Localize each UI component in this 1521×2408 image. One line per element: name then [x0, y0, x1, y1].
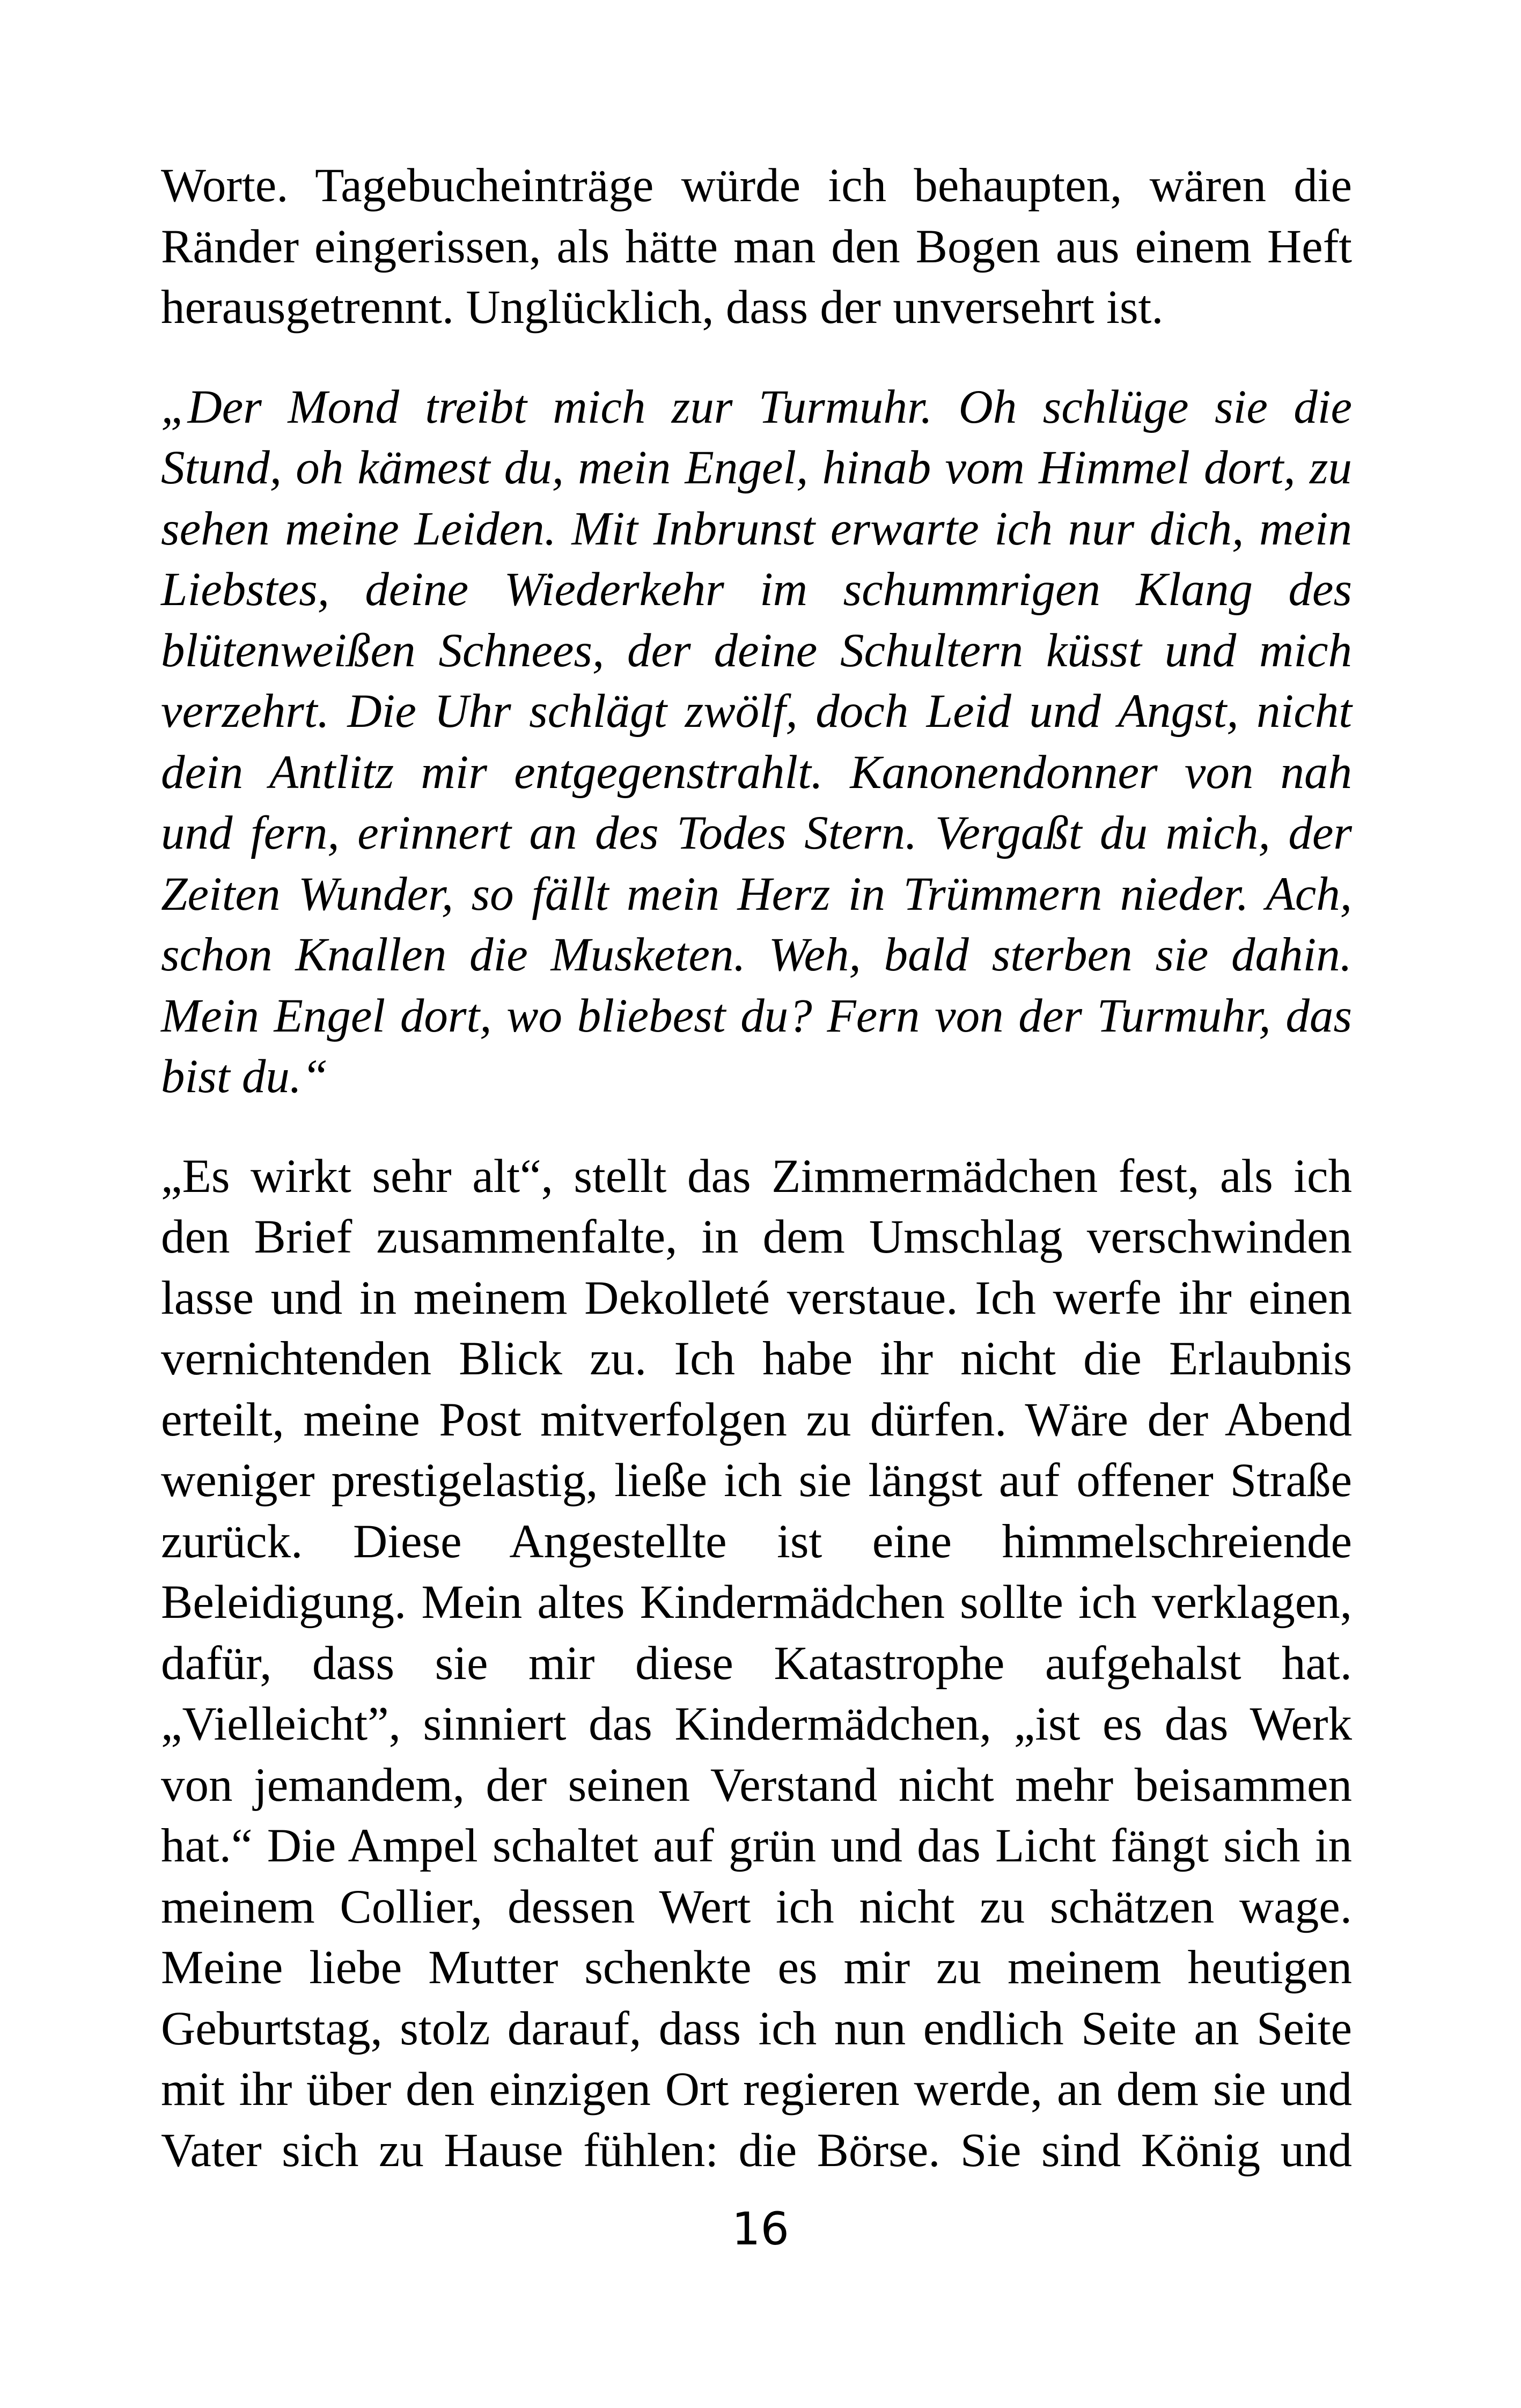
text-line: und fern, erinnert an des Todes Stern. Vergaßt du mich, der	[161, 807, 1352, 859]
text-line: erteilt, meine Post mitverfolgen zu dürfen. Wäre der Abend	[161, 1393, 1352, 1446]
text-line: Liebstes, deine Wiederkehr im schummrigen Klang des	[161, 563, 1352, 616]
text-line: von jemandem, der seinen Verstand nicht mehr beisammen	[161, 1758, 1352, 1811]
text-block	[161, 156, 1352, 2181]
text-line: „Vielleicht”, sinniert das Kindermädchen, „ist es das Werk	[161, 1698, 1352, 1750]
text-line: Beleidigung. Mein altes Kindermädchen sollte ich verklagen,	[161, 1576, 1352, 1629]
letter-quote	[161, 377, 1352, 1108]
text-line: lasse und in meinem Dekolleté verstaue. Ich werfe ihr einen	[161, 1271, 1352, 1324]
text-line: sehen meine Leiden. Mit Inbrunst erwarte ich nur dich, mein	[161, 502, 1352, 555]
text-line: herausgetrennt. Unglücklich, dass der unversehrt ist.	[161, 281, 1164, 334]
text-line: Geburtstag, stolz darauf, dass ich nun endlich Seite an Seite	[161, 2002, 1352, 2055]
text-line: hat.“ Die Ampel schaltet auf grün und das Licht fängt sich in	[161, 1820, 1352, 1872]
text-line: Vater sich zu Hause fühlen: die Börse. Sie sind König und	[161, 2124, 1352, 2177]
text-line: verzehrt. Die Uhr schlägt zwölf, doch Leid und Angst, nicht	[161, 685, 1352, 738]
text-line: den Brief zusammenfalte, in dem Umschlag verschwinden	[161, 1211, 1352, 1263]
page-number: 16	[732, 2203, 789, 2255]
text-line: mit ihr über den einzigen Ort regieren werde, an dem sie und	[161, 2063, 1352, 2116]
text-line: meinem Collier, dessen Wert ich nicht zu schätzen wage.	[161, 1880, 1352, 1933]
text-line: dafür, dass sie mir diese Katastrophe aufgehalst hat.	[161, 1637, 1352, 1690]
paragraph-3	[161, 1146, 1352, 2182]
text-line: Ränder eingerissen, als hätte man den Bogen aus einem Heft	[161, 220, 1352, 273]
text-line: zurück. Diese Angestellte ist eine himmelschreiende	[161, 1515, 1352, 1568]
paragraph-spacer	[161, 1108, 1352, 1146]
text-line: weniger prestigelastig, ließe ich sie längst auf offener Straße	[161, 1454, 1352, 1507]
text-line: blütenweißen Schnees, der deine Schultern küsst und mich	[161, 624, 1352, 677]
text-line: vernichtenden Blick zu. Ich habe ihr nicht die Erlaubnis	[161, 1332, 1352, 1385]
text-line: „Der Mond treibt mich zur Turmuhr. Oh schlüge sie die	[161, 380, 1352, 433]
text-line: bist du.“	[161, 1050, 328, 1103]
text-line: schon Knallen die Musketen. Weh, bald sterben sie dahin.	[161, 929, 1352, 981]
text-line: Zeiten Wunder, so fällt mein Herz in Trümmern nieder. Ach,	[161, 867, 1352, 921]
text-line: Stund, oh kämest du, mein Engel, hinab vom Himmel dort, zu	[161, 441, 1352, 494]
text-line: „Es wirkt sehr alt“, stellt das Zimmermädchen fest, als ich	[161, 1150, 1352, 1203]
paragraph-spacer	[161, 338, 1352, 377]
text-line: Worte. Tagebucheinträge würde ich behaupten, wären die	[161, 159, 1352, 212]
text-line: Meine liebe Mutter schenkte es mir zu meinem heutigen	[161, 1941, 1352, 1994]
text-line: dein Antlitz mir entgegenstrahlt. Kanonendonner von nah	[161, 746, 1352, 799]
text-line: Mein Engel dort, wo bliebest du? Fern von der Turmuhr, das	[161, 989, 1352, 1042]
paragraph-1	[161, 156, 1352, 338]
